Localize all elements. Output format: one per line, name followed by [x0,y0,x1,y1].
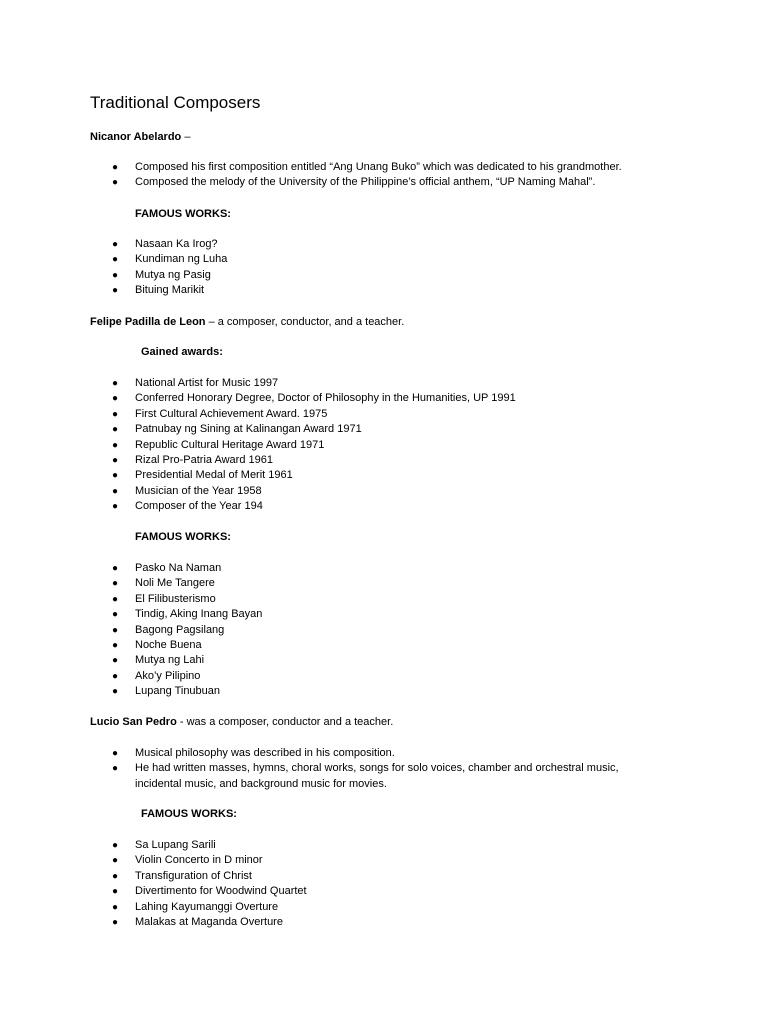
list-item [0,499,655,514]
list-item-text: Bagong Pagsilang [135,623,225,636]
bullet-icon: ● [112,686,119,698]
list-item [0,407,655,422]
composer-description: – a composer, conductor, and a teacher. [205,316,405,328]
list-item-text: Presidential Medal of Merit 1961 [135,469,293,482]
list-item-text: Divertimento for Woodwind Quartet [135,885,307,898]
famous-works-heading: FAMOUS WORKS: [141,808,237,820]
list-item [0,653,655,668]
list-item-text: Pasko Na Naman [135,562,222,574]
list-item [0,376,655,391]
list-item [0,684,655,699]
list-item [0,237,655,252]
list-item [0,638,655,653]
document-title: Traditional Composers [90,93,261,112]
bullet-icon: ● [112,162,119,173]
composer-heading-san-pedro [90,715,393,730]
bullet-icon: ● [112,624,119,636]
list-item-text: Composer of the Year 194 [135,500,263,513]
bullet-icon: ● [112,870,119,882]
bullet-icon: ● [112,378,119,389]
bullet-icon: ● [112,578,119,590]
list-item-text: Mutya ng Pasig [135,268,211,281]
list-item-text: Noli Me Tangere [135,577,215,590]
de-leon-awards-list [0,376,655,515]
list-item [0,884,655,899]
list-item [0,561,655,576]
list-item [0,869,655,884]
composer-heading-de-leon [90,315,404,330]
list-item-text: First Cultural Achievement Award. 1975 [135,407,328,420]
bullet-icon: ● [112,254,119,266]
list-item-text: Lahing Kayumanggi Overture [135,900,279,913]
list-item [0,268,655,283]
list-item [0,160,655,175]
list-item [0,391,655,406]
bullet-icon: ● [112,640,119,652]
list-item-text: Nasaan Ka Irog? [135,238,218,250]
famous-works-heading: FAMOUS WORKS: [135,208,231,220]
bullet-icon: ● [112,670,119,682]
bullet-icon: ● [112,501,119,513]
gained-awards-heading: Gained awards: [141,346,223,358]
list-item [0,761,655,792]
bullet-icon: ● [112,177,119,189]
de-leon-works-list [0,561,655,700]
composer-name: Felipe Padilla de Leon [90,316,206,328]
list-item-text: Composed his first composition entitled “Ang Unang Buko” which was dedicated to his grandmother. [135,161,622,173]
bullet-icon: ● [112,393,119,405]
composer-description: - was a composer, conductor and a teacher. [176,716,394,728]
list-item [0,576,655,591]
bullet-icon: ● [112,455,119,467]
composer-name: Nicanor Abelardo [90,131,182,143]
bullet-icon: ● [112,763,119,775]
composer-heading-abelardo [90,130,190,145]
list-item-text: Mutya ng Lahi [135,654,205,667]
list-item [0,453,655,468]
bullet-icon: ● [112,485,119,497]
list-item [0,438,655,453]
list-item [0,592,655,607]
list-item [0,853,655,868]
list-item [0,669,655,684]
list-item-text: National Artist for Music 1997 [135,377,279,389]
list-item-text: Patnubay ng Sining at Kalinangan Award 1971 [135,423,362,436]
bullet-icon: ● [112,239,119,250]
bullet-icon: ● [112,855,119,867]
list-item-text: Rizal Pro-Patria Award 1961 [135,454,273,467]
list-item [0,838,655,853]
list-item-text: Republic Cultural Heritage Award 1971 [135,438,325,451]
bullet-icon: ● [112,655,119,667]
bullet-icon: ● [112,609,119,621]
famous-works-heading: FAMOUS WORKS: [135,531,231,543]
composer-name: Lucio San Pedro [90,716,177,728]
bullet-icon: ● [112,840,119,851]
list-item [0,468,655,483]
list-item-text: Musical philosophy was described in his composition. [135,747,395,759]
bullet-icon: ● [112,748,119,759]
bullet-icon: ● [112,424,119,436]
list-item [0,746,655,761]
list-item-text: El Filibusterismo [135,592,216,605]
bullet-icon: ● [112,917,119,929]
list-item-text: Malakas at Maganda Overture [135,916,283,929]
bullet-icon: ● [112,901,119,913]
list-item-text: He had written masses, hymns, choral works, songs for solo voices, chamber and orchestral music, incidental music, and background music for movies. [135,762,619,790]
list-item-text: Lupang Tinubuan [135,685,221,698]
bullet-icon: ● [112,470,119,482]
list-item-text: Ako’y Pilipino [135,669,201,682]
list-item-text: Conferred Honorary Degree, Doctor of Philosophy in the Humanities, UP 1991 [135,392,516,405]
list-item-text: Musician of the Year 1958 [135,484,262,497]
composer-description: – [181,131,191,143]
list-item-text: Transfiguration of Christ [135,869,252,882]
bullet-icon: ● [112,593,119,605]
list-item [0,283,655,298]
list-item [0,623,655,638]
list-item-text: Tindig, Aking Inang Bayan [135,608,263,621]
list-item [0,607,655,622]
abelardo-notes-list [0,160,655,191]
bullet-icon: ● [112,408,119,420]
list-item-text: Noche Buena [135,639,202,652]
list-item [0,915,655,930]
list-item [0,484,655,499]
list-item [0,175,655,190]
abelardo-works-list [0,237,655,299]
bullet-icon: ● [112,886,119,898]
bullet-icon: ● [112,563,119,574]
list-item-text: Violin Concerto in D minor [135,854,263,867]
list-item-text: Sa Lupang Sarili [135,839,216,851]
san-pedro-works-list [0,838,655,930]
san-pedro-notes-list [0,746,655,792]
bullet-icon: ● [112,269,119,281]
list-item-text: Composed the melody of the University of the Philippine’s official anthem, “UP Naming Mahal”. [135,176,596,189]
list-item-text: Kundiman ng Luha [135,253,228,266]
bullet-icon: ● [112,439,119,451]
list-item [0,422,655,437]
list-item [0,900,655,915]
bullet-icon: ● [112,285,119,297]
list-item [0,252,655,267]
list-item-text: Bituing Marikit [135,284,205,297]
